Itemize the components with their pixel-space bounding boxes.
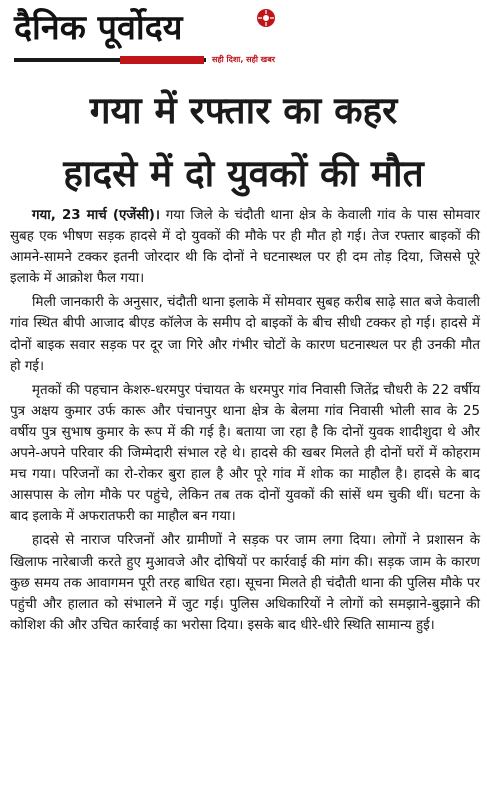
dateline: गया, 23 मार्च (एजेंसी)। [32, 208, 161, 223]
article-paragraph-2: मिली जानकारी के अनुसार, चंदौती थाना इलाके में सोमवार सुबह करीब साढ़े सात बजे केवाली गांव स्थित बीपी आजाद बीएड कॉलेज के समीप दो बाइकों के बीच सीधी टक्कर हो गई। हादसे में दोनों बाइक सवार सड़क पर दूर जा गिरे और गंभीर चोटों के कारण घटनास्थल पर ही उनकी मौत हो गई। [10, 295, 480, 374]
sun-logo-icon [256, 8, 276, 28]
paragraph-1-text: गया जिले के चंदौती थाना क्षेत्र के केवाली गांव के पास सोमवार सुबह एक भीषण सड़क हादसे में दो युवकों की मौके पर ही मौत हो गई। तेज रफ्तार बाइकों की आमने-सामने टक्कर इतनी जोरदार थी कि दोनों ने घटनास्थल पर ही दम तोड़ दिया, जिससे पूरे इलाके में आक्रोश फैल गया। [10, 208, 481, 287]
masthead-red-band [120, 56, 204, 64]
headline-line-1: गया में रफ्तार का कहर [89, 89, 398, 132]
masthead [0, 0, 487, 78]
headline-line-2: हादसे में दो युवकों की मौत [63, 152, 424, 195]
article-body [10, 205, 480, 639]
masthead-tagline: सही दिशा, सही खबर [212, 55, 276, 64]
article-paragraph-3: मृतकों की पहचान केशरु-धरमपुर पंचायत के धरमपुर गांव निवासी जितेंद्र चौधरी के 22 वर्षीय पुत्र अक्षय कुमार उर्फ कारू और पंचानपुर थाना क्षेत्र के बेलमा गांव निवासी भोली साव के 25 वर्षीय पुत्र सुभाष कुमार के रूप में की गई है। बताया जा रहा है कि दोनों युवक शादीशुदा थे और अपने-अपने परिवार की जिम्मेदारी संभाल रहे थे। हादसे की खबर मिलते ही दोनों घरों में कोहराम मच गया। परिजनों का रो-रोकर बुरा हाल है और पूरे गांव में शोक का माहौल है। हादसे के बाद आसपास के लोग मौके पर पहुंचे, लेकिन तब तक दोनों युवकों की सांसें थम चुकी थीं। घटना के बाद इलाके में अफरातफरी का माहौल बन गया। [10, 382, 480, 525]
article-paragraph-4: हादसे से नाराज परिजनों और ग्रामीणों ने सड़क पर जाम लगा दिया। लोगों ने प्रशासन के खिलाफ नारेबाजी करते हुए मुआवजे और दोषियों पर कार्रवाई की मांग की। सड़क जाम के कारण कुछ समय तक आवागमन पूरी तरह बाधित रहा। सूचना मिलते ही चंदौती थाना की पुलिस मौके पर पहुंची और हालात को संभालने में जुट गई। पुलिस अधिकारियों ने लोगों को समझाने-बुझाने की कोशिश की और उचित कार्रवाई का भरोसा दिया। इसके बाद धीरे-धीरे स्थिति सामान्य हुई। [10, 533, 480, 633]
article-paragraph-1 [10, 205, 480, 289]
masthead-title: दैनिक पूर्वोदय [14, 8, 183, 48]
